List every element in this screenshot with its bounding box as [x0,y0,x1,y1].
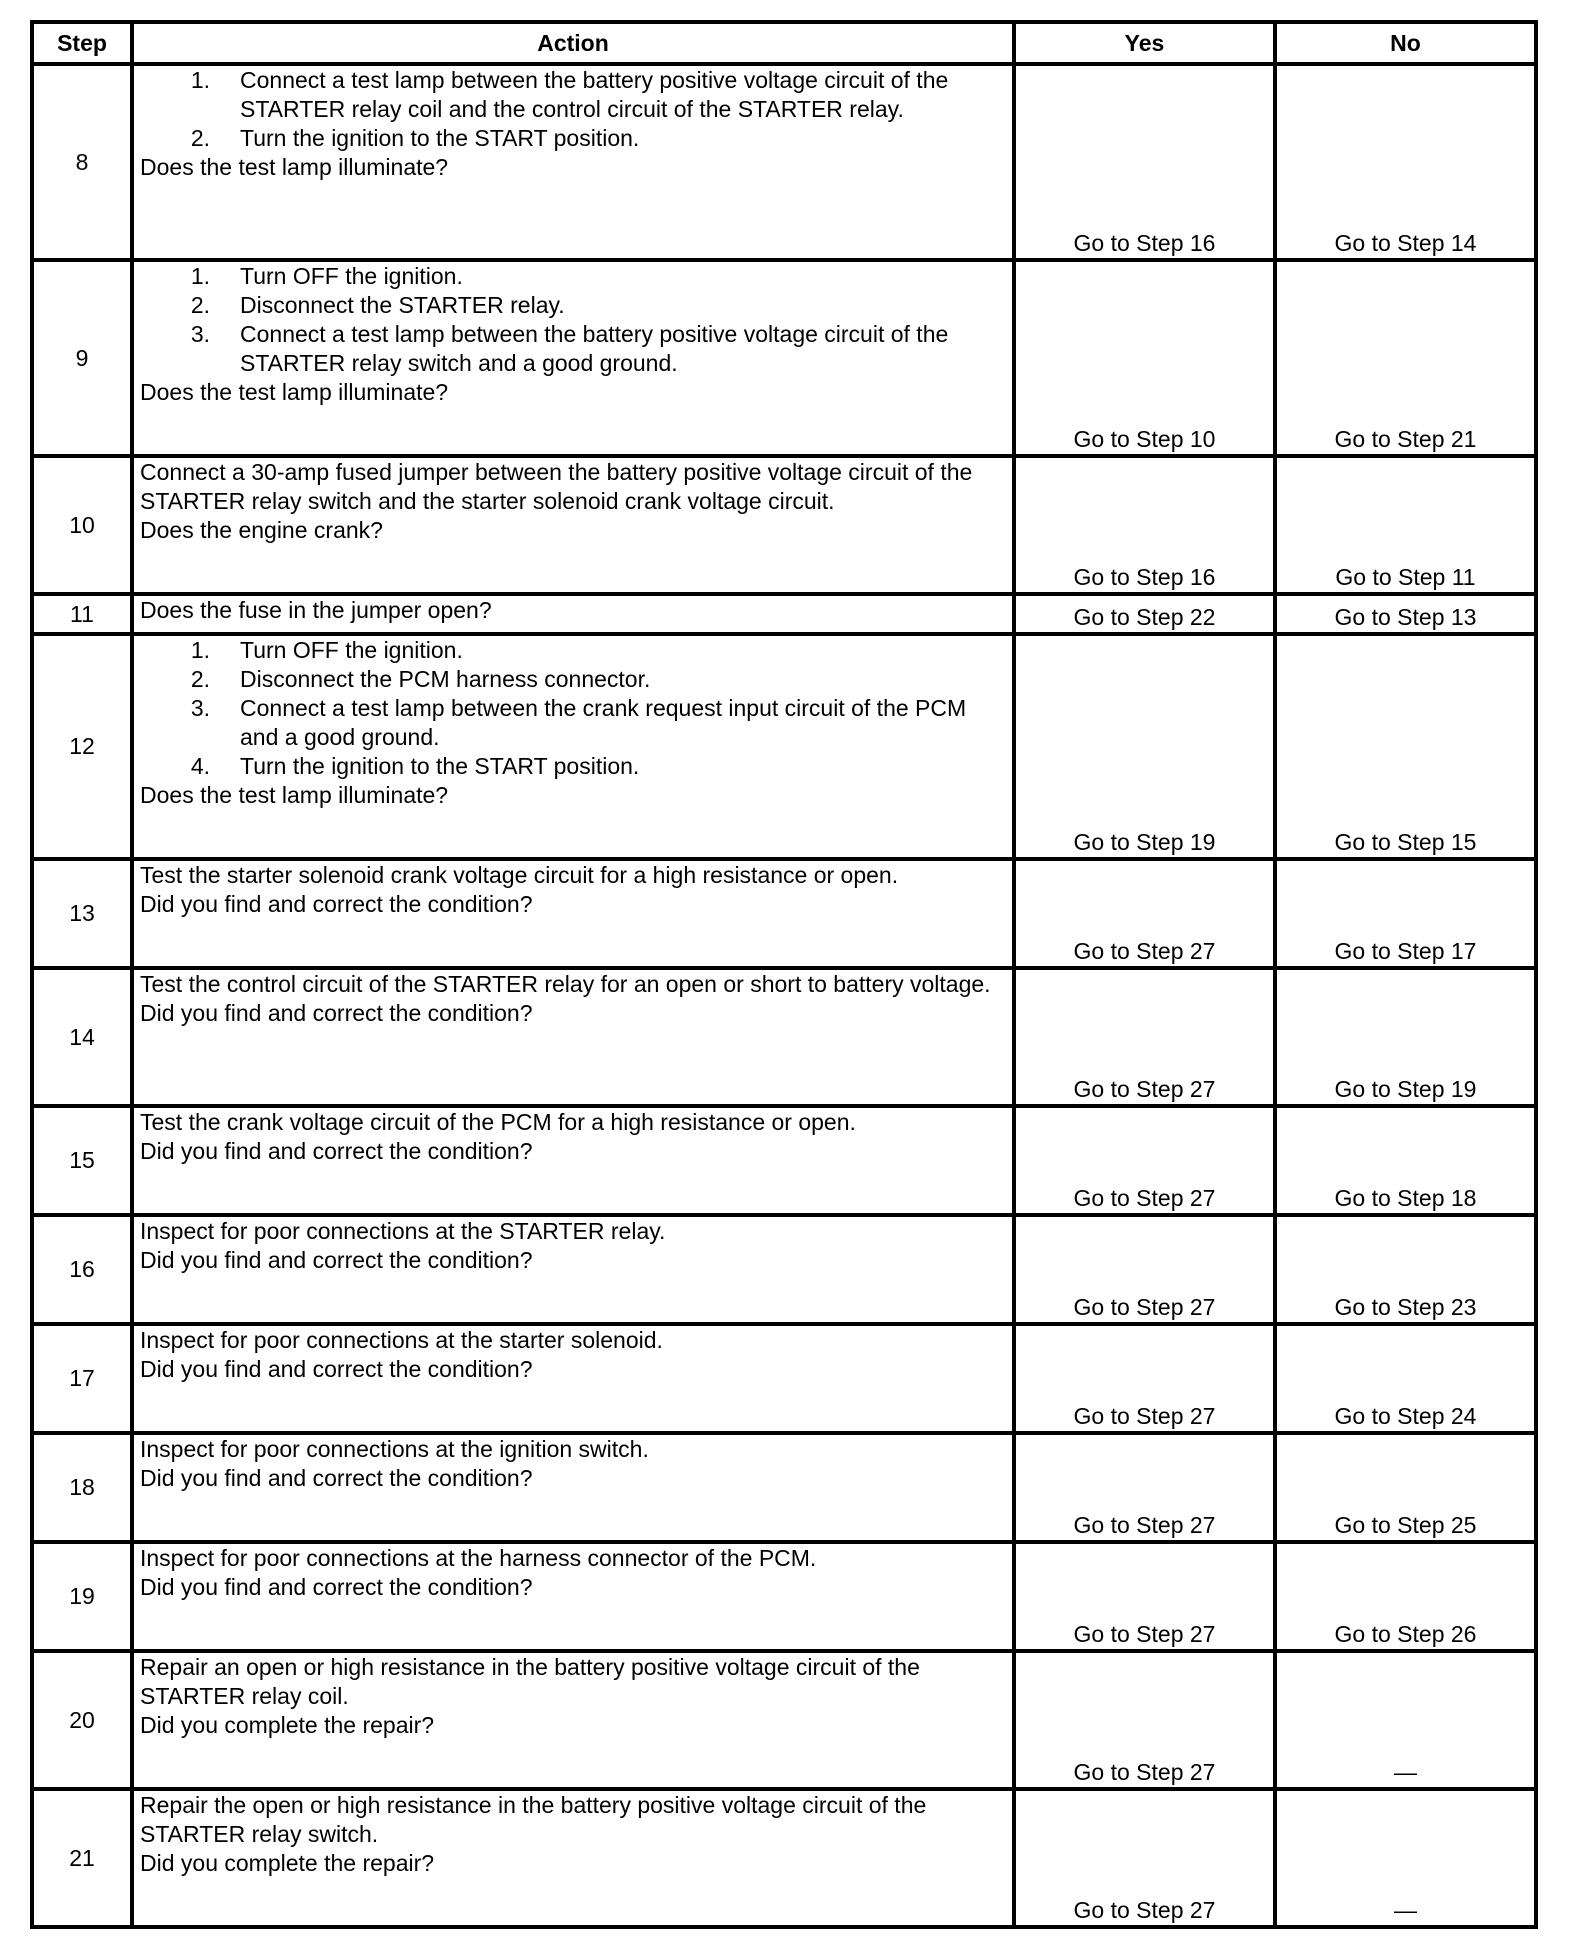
list-item [140,291,1006,320]
table-row [32,1789,1536,1927]
no-outcome: Go to Step 13 [1275,594,1536,634]
action-question: Did you complete the repair? [140,1850,435,1876]
no-outcome: Go to Step 24 [1275,1324,1536,1433]
action-question: Did you find and correct the condition? [140,1356,533,1382]
item-text: Connect a test lamp between the battery positive voltage circuit of the STARTER relay switch and a good ground. [240,321,949,376]
no-outcome: Go to Step 26 [1275,1542,1536,1651]
step-number: 17 [32,1324,132,1433]
item-number: 2. [190,666,210,692]
list-item [140,694,1006,752]
action-cell [132,260,1014,456]
action-question: Does the test lamp illuminate? [140,154,449,180]
action-question: Did you find and correct the condition? [140,1138,533,1164]
item-number: 3. [190,695,210,721]
table-row [32,859,1536,968]
step-number: 20 [32,1651,132,1789]
yes-outcome: Go to Step 19 [1014,634,1275,859]
item-text: Disconnect the PCM harness connector. [240,666,651,692]
yes-outcome: Go to Step 27 [1014,1789,1275,1927]
action-text: Inspect for poor connections at the ignition switch. [140,1436,649,1462]
no-outcome: Go to Step 18 [1275,1106,1536,1215]
action-question: Does the fuse in the jumper open? [140,597,492,623]
item-text: Turn the ignition to the START position. [240,125,640,151]
list-item [140,124,1006,153]
table-row [32,634,1536,859]
list-item [140,636,1006,665]
action-text: Test the control circuit of the STARTER relay for an open or short to battery voltage. [140,971,991,997]
no-outcome: Go to Step 17 [1275,859,1536,968]
no-outcome: Go to Step 19 [1275,968,1536,1106]
action-text: Test the starter solenoid crank voltage circuit for a high resistance or open. [140,862,899,888]
item-text: Turn the ignition to the START position. [240,753,640,779]
item-number: 4. [190,753,210,779]
item-text: Turn OFF the ignition. [240,637,463,663]
list-item [140,752,1006,781]
item-number: 2. [190,292,210,318]
diagnostic-table [30,20,1538,1929]
action-question: Does the engine crank? [140,517,383,543]
action-cell [132,634,1014,859]
step-number: 14 [32,968,132,1106]
action-cell [132,1651,1014,1789]
action-cell [132,1542,1014,1651]
action-text: Test the crank voltage circuit of the PCM for a high resistance or open. [140,1109,856,1135]
action-cell [132,1433,1014,1542]
action-question: Did you find and correct the condition? [140,1247,533,1273]
yes-outcome: Go to Step 22 [1014,594,1275,634]
action-cell [132,1789,1014,1927]
no-outcome: — [1275,1789,1536,1927]
table-row [32,1324,1536,1433]
action-cell [132,968,1014,1106]
action-question: Did you find and correct the condition? [140,1574,533,1600]
step-number: 16 [32,1215,132,1324]
table-row [32,1651,1536,1789]
yes-outcome: Go to Step 27 [1014,1324,1275,1433]
action-question: Does the test lamp illuminate? [140,782,449,808]
no-outcome: Go to Step 25 [1275,1433,1536,1542]
action-question: Did you find and correct the condition? [140,891,533,917]
table-row [32,594,1536,634]
table-row [32,64,1536,260]
no-outcome: Go to Step 14 [1275,64,1536,260]
list-item [140,66,1006,124]
step-number: 19 [32,1542,132,1651]
step-number: 12 [32,634,132,859]
action-cell [132,1215,1014,1324]
action-text: Inspect for poor connections at the STARTER relay. [140,1218,666,1244]
action-text: Repair an open or high resistance in the battery positive voltage circuit of the STARTER relay coil. [140,1654,920,1709]
item-text: Connect a test lamp between the crank request input circuit of the PCM and a good ground. [240,695,967,750]
item-number: 1. [190,263,210,289]
action-cell [132,1324,1014,1433]
no-outcome: Go to Step 11 [1275,456,1536,594]
action-question: Does the test lamp illuminate? [140,379,449,405]
item-number: 3. [190,321,210,347]
list-item [140,665,1006,694]
yes-outcome: Go to Step 10 [1014,260,1275,456]
list-item [140,320,1006,378]
header-step: Step [32,22,132,64]
action-text: Inspect for poor connections at the starter solenoid. [140,1327,663,1353]
table-row [32,968,1536,1106]
action-cell [132,64,1014,260]
no-outcome: Go to Step 23 [1275,1215,1536,1324]
header-no: No [1275,22,1536,64]
item-number: 1. [190,67,210,93]
table-row [32,456,1536,594]
item-text: Connect a test lamp between the battery positive voltage circuit of the STARTER relay coil and the control circuit of the STARTER relay. [240,67,949,122]
step-number: 15 [32,1106,132,1215]
list-item [140,262,1006,291]
action-steps-list [140,636,1006,781]
action-cell [132,456,1014,594]
table-row [32,1542,1536,1651]
action-question: Did you find and correct the condition? [140,1000,533,1026]
yes-outcome: Go to Step 16 [1014,64,1275,260]
action-question: Did you find and correct the condition? [140,1465,533,1491]
yes-outcome: Go to Step 27 [1014,1542,1275,1651]
table-row [32,260,1536,456]
action-cell [132,859,1014,968]
step-number: 8 [32,64,132,260]
header-yes: Yes [1014,22,1275,64]
action-text: Inspect for poor connections at the harness connector of the PCM. [140,1545,817,1571]
action-cell [132,594,1014,634]
action-text: Repair the open or high resistance in the battery positive voltage circuit of the STARTER relay switch. [140,1792,927,1847]
action-text: Connect a 30-amp fused jumper between the battery positive voltage circuit of the STARTER relay switch and the starter solenoid crank voltage circuit. [140,459,973,514]
step-number: 13 [32,859,132,968]
no-outcome: Go to Step 15 [1275,634,1536,859]
action-question: Did you complete the repair? [140,1712,435,1738]
yes-outcome: Go to Step 27 [1014,1215,1275,1324]
step-number: 11 [32,594,132,634]
table-row [32,1215,1536,1324]
no-outcome: — [1275,1651,1536,1789]
action-cell [132,1106,1014,1215]
header-action: Action [132,22,1014,64]
yes-outcome: Go to Step 27 [1014,1106,1275,1215]
step-number: 21 [32,1789,132,1927]
item-number: 1. [190,637,210,663]
header-row [32,22,1536,64]
table-row [32,1433,1536,1542]
item-text: Turn OFF the ignition. [240,263,463,289]
table-row [32,1106,1536,1215]
action-steps-list [140,262,1006,378]
no-outcome: Go to Step 21 [1275,260,1536,456]
step-number: 18 [32,1433,132,1542]
action-steps-list [140,66,1006,153]
item-number: 2. [190,125,210,151]
yes-outcome: Go to Step 27 [1014,1433,1275,1542]
yes-outcome: Go to Step 27 [1014,859,1275,968]
step-number: 10 [32,456,132,594]
yes-outcome: Go to Step 27 [1014,968,1275,1106]
yes-outcome: Go to Step 16 [1014,456,1275,594]
step-number: 9 [32,260,132,456]
item-text: Disconnect the STARTER relay. [240,292,565,318]
yes-outcome: Go to Step 27 [1014,1651,1275,1789]
